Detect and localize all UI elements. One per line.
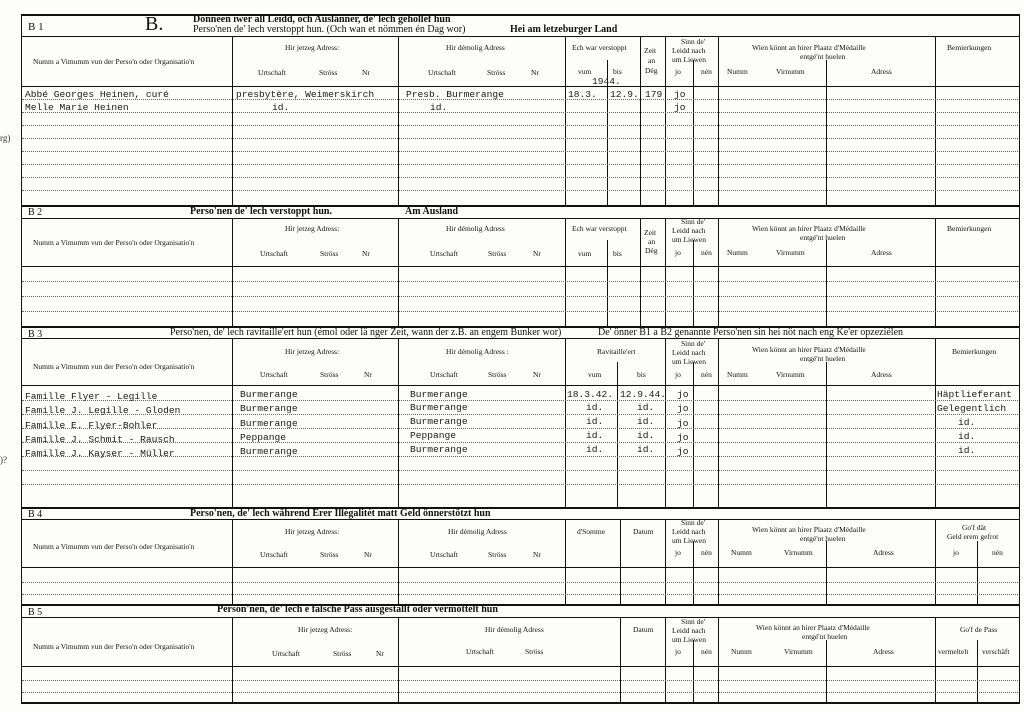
col-from: vum (578, 249, 592, 258)
col-vermeltelt: vermeltelt (938, 647, 969, 656)
col-nr: Nr (533, 249, 541, 258)
b1-row1-former: Presb. Burmerange (406, 89, 504, 100)
b4-title: Perso'nen, de' lech während Erer Illégalitét matt Geld önnerstötzt hun (190, 508, 491, 519)
b3-row3-name: Famille E. Flyer-Bohler (25, 420, 158, 431)
col-adress: Adress (871, 67, 892, 76)
b3-row5-to: id. (637, 444, 655, 455)
b3-code: B 3 (28, 329, 43, 340)
col-alive: um Liewen (672, 536, 706, 545)
b3-row4-current: Peppange (240, 432, 287, 443)
col-vimumm: Virnumm (776, 248, 805, 257)
col-no: nén (992, 548, 1003, 557)
col-urtschaft: Urtschaft (430, 249, 458, 258)
col-nr: Nr (533, 370, 541, 379)
col-numm: Numm (731, 647, 752, 656)
b2-code: B 2 (28, 207, 43, 218)
form-title-line2: Perso'nen de' lech verstoppt hun. (Och wan et nömmen én Dag wor) (193, 24, 466, 35)
col-vimumm: Virnumm (784, 548, 813, 557)
col-adress: Adress (873, 647, 894, 656)
b3-row2-current: Burmerange (240, 403, 298, 414)
col-former-address: Hir démolig Adress (446, 224, 505, 233)
col-stross: Ströss (320, 249, 339, 258)
b1-row2-alive: jo (674, 102, 686, 113)
b2-title-right: Am Ausland (405, 206, 459, 217)
col-urtschaft: Urtschaft (260, 370, 288, 379)
col-medal: entgé'nt huelen (800, 233, 846, 242)
col-alive: Sinn de' (681, 518, 706, 527)
b3-row2-former: Burmerange (410, 402, 468, 413)
col-current-address: Hir jetzeg Adress: (298, 625, 353, 634)
col-gof-dat: Geld erem gefrot (947, 532, 999, 541)
col-urtschaft: Urtschaft (466, 647, 494, 656)
b3-row1-remark: Häptlieferant (937, 389, 1012, 400)
col-no: nén (701, 548, 712, 557)
col-hidden: Ech war verstoppt (572, 224, 627, 233)
col-urtschaft: Urtschaft (430, 370, 458, 379)
b5-title: Person'nen, de' lech é falsche Pass ausgestallt oder vermöttelt hun (217, 604, 498, 615)
b3-row1-to: 12.9.44. (620, 389, 667, 400)
b3-row3-remark: id. (958, 417, 976, 428)
b1-code: B 1 (28, 21, 44, 33)
col-sum: d'Somme (577, 527, 606, 536)
col-yes: jo (675, 647, 681, 656)
b3-row5-from: id. (586, 444, 604, 455)
col-from: vum (578, 67, 592, 76)
col-time: Dég (645, 66, 658, 75)
col-numm: Numm (727, 67, 748, 76)
b3-row1-from: 18.3.42. (567, 389, 614, 400)
b3-row5-alive: jo (677, 446, 689, 457)
b3-row2-remark: Gelegentlich (937, 403, 1007, 414)
col-to: bis (637, 370, 646, 379)
col-numm: Numm (727, 248, 748, 257)
b2-title: Perso'nen de' lech verstoppt hun. (190, 206, 332, 217)
b3-row2-to: id. (637, 402, 655, 413)
b3-row4-alive: jo (677, 432, 689, 443)
col-yes: jo (953, 548, 959, 557)
col-date: Datum (633, 527, 654, 536)
col-yes: jo (675, 548, 681, 557)
col-numm: Numm (731, 548, 752, 557)
col-medal: entgé'nt huelen (802, 632, 848, 641)
col-nr: Nr (531, 68, 539, 77)
col-to: bis (613, 249, 622, 258)
b3-row4-to: id. (637, 430, 655, 441)
col-medal: entgé'nt huelen (800, 354, 846, 363)
col-medal: entgé'nt huelen (800, 52, 846, 61)
col-current-address: Hir jetzeg Adress: (285, 43, 340, 52)
col-stross: Ströss (320, 550, 339, 559)
col-numm: Numm (727, 370, 748, 379)
col-nr: Nr (362, 68, 370, 77)
col-nr: Nr (533, 550, 541, 559)
col-gof-dat: Go'f dät (962, 523, 987, 532)
col-name: Numm a Vimumm vun der Perso'n oder Organisatio'n (33, 362, 195, 371)
col-stross: Ströss (320, 370, 339, 379)
b3-row2-from: id. (586, 402, 604, 413)
col-ravitaillet: Ravitaille'ert (597, 347, 636, 356)
b1-year-note: 1944. (592, 76, 621, 87)
b3-row3-to: id. (637, 416, 655, 427)
b1-row1-days: 179 (645, 89, 663, 100)
col-alive: Leidd nach (672, 527, 706, 536)
col-current-address: Hir jetzeg Adress: (285, 347, 340, 356)
col-urtschaft: Urtschaft (428, 68, 456, 77)
col-nr: Nr (364, 370, 372, 379)
col-alive: Leidd nach (672, 348, 706, 357)
margin-note-top: rg) (0, 133, 11, 143)
b3-row3-alive: jo (677, 418, 689, 429)
col-stross: Ströss (319, 68, 338, 77)
col-former-address: Hir démolig Adress (485, 625, 544, 634)
b3-row4-former: Peppange (410, 430, 457, 441)
b1-row2-name: Melle Marie Heinen (25, 102, 129, 113)
b1-row1-to: 12.9. (610, 89, 639, 100)
col-remarks: Bemierkungen (952, 347, 997, 356)
form-title-line2-right: Hei am letzeburger Land (510, 24, 618, 35)
col-urtschaft: Urtschaft (260, 550, 288, 559)
col-no: nén (701, 647, 712, 656)
b3-row2-name: Famille J. Legille - Gloden (25, 405, 181, 416)
col-time: Zeit (644, 46, 657, 55)
col-medal: Wien könnt an hirer Plaatz d'Médaille (752, 345, 866, 354)
col-alive: um Liewen (672, 357, 706, 366)
col-alive: Sinn de' (681, 617, 706, 626)
col-adress: Adress (871, 248, 892, 257)
col-yes: jo (675, 67, 681, 76)
col-no: nén (701, 67, 712, 76)
col-yes: jo (675, 248, 681, 257)
col-former-address: Hir démolig Adress (448, 527, 507, 536)
col-name: Numm a Vimumm vun der Perso'n oder Organisatio'n (33, 57, 195, 66)
b3-row4-remark: id. (958, 431, 976, 442)
col-alive: um Liewen (672, 635, 706, 644)
col-vimumm: Virnumm (784, 647, 813, 656)
col-time: an (648, 56, 656, 65)
col-no: nén (701, 248, 712, 257)
col-time: an (648, 237, 656, 246)
col-date: Datum (633, 625, 654, 634)
col-stross: Ströss (488, 370, 507, 379)
b3-row4-from: id. (586, 430, 604, 441)
b1-row1-alive: jo (674, 89, 686, 100)
col-alive: um Liewen (672, 55, 706, 64)
b-big-letter: B. (145, 13, 164, 35)
b3-row1-alive: jo (677, 389, 689, 400)
b3-row5-current: Burmerange (240, 446, 298, 457)
col-stross: Ströss (525, 647, 544, 656)
col-verschaft: verschäft (982, 647, 1010, 656)
col-nr: Nr (376, 649, 384, 658)
col-alive: Sinn de' (681, 37, 706, 46)
col-nr: Nr (364, 550, 372, 559)
col-urtschaft: Urtschaft (430, 550, 458, 559)
col-urtschaft: Urtschaft (272, 649, 300, 658)
b3-title-right: De' önner B1 a B2 genannte Perso'nen sin hei nöt nach eng Ke'er opzeziélen (598, 327, 904, 338)
b1-row2-current: id. (272, 102, 290, 113)
col-vimumm: Virnumm (776, 370, 805, 379)
col-current-address: Hir jetzeg Adress: (285, 527, 340, 536)
col-alive: Leidd nach (672, 226, 706, 235)
col-medal: Wien könnt an hirer Plaatz d'Médaille (752, 224, 866, 233)
col-medal: Wien könnt an hirer Plaatz d'Médaille (752, 43, 866, 52)
b3-row5-former: Burmerange (410, 444, 468, 455)
b3-title: Perso'nen, de' lech ravitaille'ert hun (émol oder lä nger Zeit, wann der z.B. an engem Bunker wor) (170, 327, 562, 338)
col-nr: Nr (362, 249, 370, 258)
col-stross: Ströss (488, 249, 507, 258)
col-alive: Leidd nach (672, 626, 706, 635)
col-to: bis (613, 67, 622, 76)
col-alive: Sinn de' (681, 339, 706, 348)
col-medal: entgé'nt huelen (800, 534, 846, 543)
col-name: Numm a Vimumm vun der Perso'n oder Organisatio'n (33, 542, 195, 551)
b1-row2-former: id. (430, 102, 448, 113)
col-stross: Ströss (488, 550, 507, 559)
col-medal: Wien könnt an hirer Plaatz d'Médaille (756, 623, 870, 632)
col-time: Zeit (644, 228, 657, 237)
b3-row5-remark: id. (958, 445, 976, 456)
col-hidden: Ech war verstoppt (572, 43, 627, 52)
b1-row1-from: 18.3. (568, 89, 597, 100)
col-stross: Ströss (333, 649, 352, 658)
b3-row3-from: id. (586, 416, 604, 427)
b3-row1-current: Burmerange (240, 389, 298, 400)
b3-row4-name: Famille J. Schmit - Rausch (25, 434, 175, 445)
b3-row5-name: Famille J. Kayser - Müller (25, 448, 175, 459)
margin-note-mid: )? (0, 455, 7, 465)
col-gof-pass: Go'f de Pass (960, 625, 998, 634)
col-name: Numm a Vimumm vun der Perso'n oder Organisatio'n (33, 642, 195, 651)
col-alive: Sinn de' (681, 217, 706, 226)
col-former-address: Hir démolig Adress : (446, 347, 509, 356)
b3-row1-former: Burmerange (410, 389, 468, 400)
col-vimumm: Virnumm (776, 67, 805, 76)
col-medal: Wien könnt an hirer Plaatz d'Médaille (752, 525, 866, 534)
form-title-line1: Donnéen iwer all Leidd, och Auslänner, de' lech gehollef hun (193, 14, 451, 25)
col-remarks: Bemierkungen (947, 43, 992, 52)
b1-row1-name: Abbé Georges Heinen, curé (25, 89, 169, 100)
col-remarks: Bemierkungen (947, 224, 992, 233)
col-former-address: Hir démolig Adress (446, 43, 505, 52)
b3-row1-name: Famille Flyer - Legille (25, 391, 158, 402)
col-yes: jo (675, 370, 681, 379)
col-adress: Adress (871, 370, 892, 379)
b1-row1-current: presbytère, Weimerskirch (236, 89, 375, 100)
col-alive: Leidd nach (672, 46, 706, 55)
col-adress: Adress (873, 548, 894, 557)
col-current-address: Hir jetzeg Adress: (285, 224, 340, 233)
col-time: Dég (645, 246, 658, 255)
col-urtschaft: Urtschaft (258, 68, 286, 77)
b3-row2-alive: jo (677, 403, 689, 414)
b5-code: B 5 (28, 607, 43, 618)
col-from: vum (588, 370, 602, 379)
col-no: nén (701, 370, 712, 379)
b3-row3-former: Burmerange (410, 416, 468, 427)
col-name: Numm a Vimumm vun der Perso'n oder Organisatio'n (33, 238, 195, 247)
b4-code: B 4 (28, 509, 43, 520)
col-urtschaft: Urtschaft (260, 249, 288, 258)
col-stross: Ströss (487, 68, 506, 77)
b3-row3-current: Burmerange (240, 418, 298, 429)
col-alive: um Liewen (672, 235, 706, 244)
